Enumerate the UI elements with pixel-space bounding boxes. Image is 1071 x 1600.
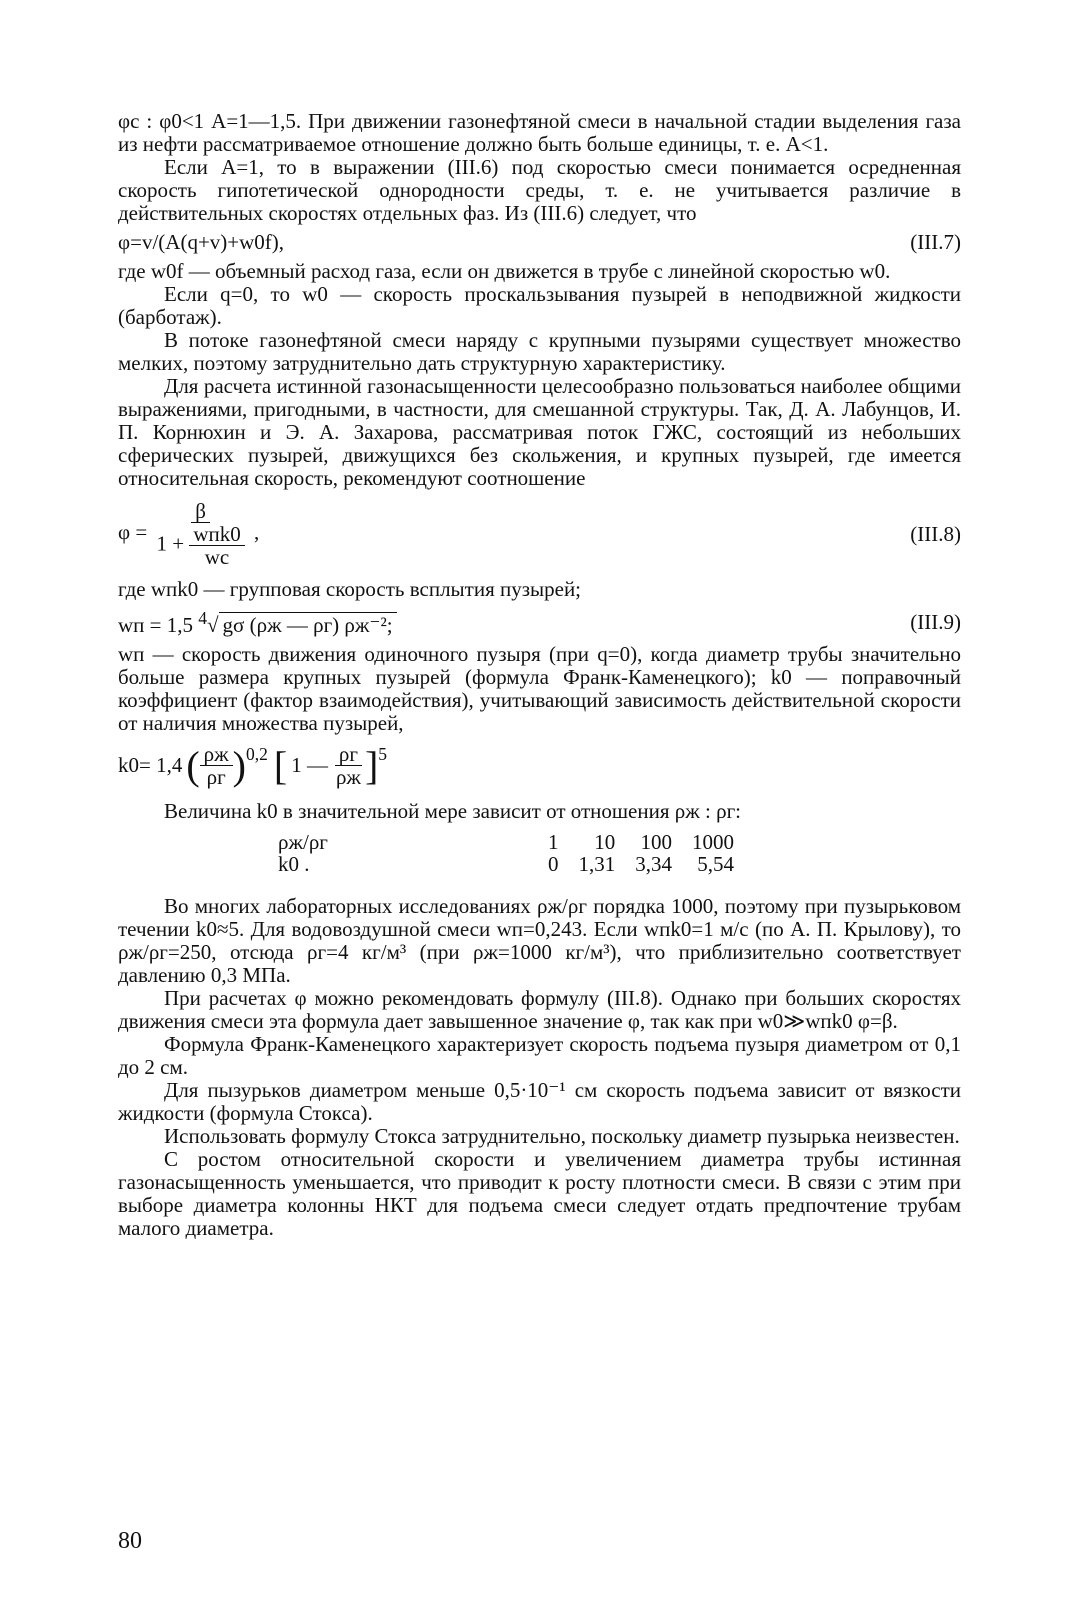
equation-number: (III.9) — [910, 609, 961, 634]
paragraph: Для пызурьков диаметром меньше 0,5·10⁻¹ см скорость подъема зависит от вязкости жидкости (формула Стокса). — [118, 1078, 961, 1125]
table-cell: 1000 — [692, 830, 734, 854]
equation-iii-9 — [118, 607, 961, 637]
paragraph: При расчетах φ можно рекомендовать формулу (III.8). Однако при больших скоростях движения смеси эта формула дает завышенное значение φ, так как при w0≫wпk0 φ=β. — [118, 986, 961, 1033]
paragraph: В потоке газонефтяной смеси наряду с крупными пузырями существует множество мелких, поэтому затруднительно дать структурную характеристику. — [118, 328, 961, 375]
radical-sign: √ — [207, 613, 219, 637]
fraction-1 — [200, 743, 233, 788]
paragraph: Величина k0 в значительной мере зависит от отношения ρж : ρг: — [164, 799, 742, 823]
table-row — [268, 831, 744, 853]
bracket-open: [ — [273, 742, 288, 788]
fraction-1-numerator: ρж — [200, 743, 233, 766]
equation-formula: φ=v/(A(q+v)+w0f), — [118, 230, 285, 254]
table-cell: 3,34 — [635, 852, 672, 876]
inner-fraction — [189, 523, 244, 568]
bracket-text: 1 — — [291, 753, 328, 777]
paren-open: ( — [186, 742, 200, 788]
table-cell: 100 — [640, 830, 672, 854]
paragraph: Использовать формулу Стокса затруднительно, поскольку диаметр пузырька неизвестен. — [164, 1124, 960, 1148]
fraction-2 — [332, 743, 365, 788]
equation-lhs: wп = 1,5 — [118, 613, 193, 637]
exponent-1: 0,2 — [246, 744, 268, 764]
table-cell: 1,31 — [578, 852, 616, 876]
body-text — [118, 110, 961, 1240]
equation-number: (III.7) — [910, 230, 961, 254]
bracket-close: ] — [364, 742, 379, 788]
paragraph: С ростом относительной скорости и увеличением диаметра трубы истинная газонасыщенность уменьшается, что приводит к росту плотности смеси. В связи с этим при выборе диаметра колонны НКТ для подъема смеси следует отдать предпочтение трубам малого диаметра. — [118, 1147, 961, 1240]
paragraph: Формула Франк-Каменецкого характеризует скорость подъема пузыря диаметром от 0,1 до 2 см. — [118, 1032, 961, 1079]
exponent-2: 5 — [378, 744, 388, 764]
paren-close: ) — [232, 742, 246, 788]
equation-k0 — [118, 743, 961, 788]
paragraph: Если q=0, то w0 — скорость проскальзывания пузырей в неподвижной жидкости (барботаж). — [118, 282, 961, 329]
table-cell: 10 — [594, 830, 616, 854]
fraction-denominator — [152, 523, 248, 568]
fraction-numerator: β — [191, 500, 210, 523]
paragraph: wп — скорость движения одиночного пузыря (при q=0), когда диаметр трубы значительно больше размера крупных пузырей (формула Франк-Каменецкого); k0 — поправочный коэффициент (фактор взаимодействия), учитывающий зависимость действительной скорости от наличия множества пузырей, — [118, 642, 961, 735]
page-number: 80 — [118, 1528, 142, 1554]
equation-number: (III.8) — [910, 521, 961, 546]
root-index: 4 — [198, 608, 207, 628]
table-cell: k0 . — [278, 852, 310, 876]
table-row — [268, 853, 744, 875]
fraction-1-denominator: ρг — [206, 765, 226, 789]
paragraph: Во многих лабораторных исследованиях ρж/ρг порядка 1000, поэтому при пузырьковом течении k0≈5. Для водовоздушной смеси wп=0,243. Если wпk0=1 м/с (по А. П. Крылову), то ρж/ρг=250, отсюда ρг=4 кг/м³ (при ρж=1000 кг/м³), что приблизительно соответствует давлению 0,3 МПа. — [118, 894, 961, 987]
inner-denominator: wс — [204, 545, 230, 569]
equation-lhs: k0= 1,4 — [118, 753, 183, 777]
table-cell: 0 — [548, 852, 559, 876]
one-plus: 1 + — [156, 531, 185, 556]
inner-numerator: wпk0 — [189, 523, 244, 546]
paragraph: где wпk0 — групповая скорость всплытия пузырей; — [118, 577, 582, 601]
equation-iii-8 — [118, 500, 961, 568]
fraction-2-numerator: ρг — [335, 743, 362, 766]
equation-comma: , — [253, 519, 260, 544]
fraction-2-denominator: ρж — [335, 765, 361, 789]
equation-lhs: φ = — [118, 519, 148, 544]
paragraph: Для расчета истинной газонасыщенности целесообразно пользоваться наиболее общими выражениями, пригодными, в частности, для смешанной структуры. Так, Д. А. Лабунцов, И. П. Корнюхин и Э. А. Захарова, рассматривая поток ГЖС, состоящий из небольших сферических пузырей, движущихся без скольжения, и крупных пузырей, где имеется относительная скорость, рекомендуют соотношение — [118, 374, 961, 490]
radicand: gσ (ρж — ρг) ρж⁻²; — [219, 612, 397, 637]
table-cell: 1 — [548, 830, 559, 854]
equation-iii-7 — [118, 231, 961, 254]
table-cell: ρж/ρг — [278, 830, 328, 854]
table-cell: 5,54 — [697, 852, 734, 876]
paragraph: φc : φ0<1 A=1—1,5. При движении газонефтяной смеси в начальной стадии выделения газа из нефти рассматриваемое отношение должно быть больше единицы, т. е. A<1. — [118, 109, 961, 156]
paragraph: Если A=1, то в выражении (III.6) под скоростью смеси понимается осредненная скорость гипотетической однородности среды, т. е. не учитывается различие в действительных скоростях отдельных фаз. Из (III.6) следует, что — [118, 155, 961, 225]
main-fraction — [152, 500, 248, 568]
k0-table — [268, 831, 744, 875]
paragraph: где w0f — объемный расход газа, если он движется в трубе с линейной скоростью w0. — [118, 259, 891, 283]
